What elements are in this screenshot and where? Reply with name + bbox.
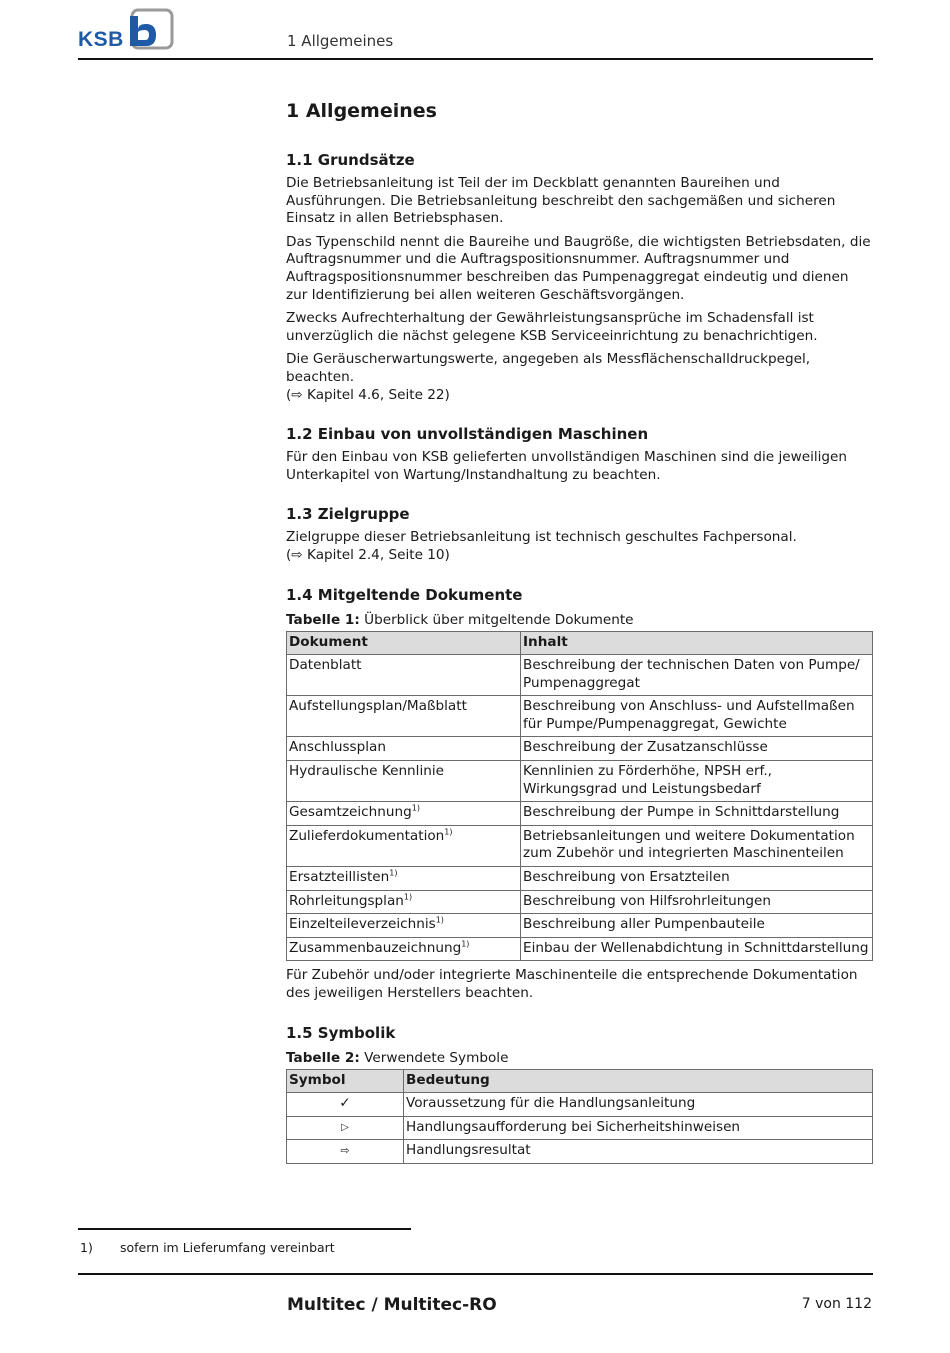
cell-content: Kennlinien zu Förderhöhe, NPSH erf., Wirkungsgrad und Leistungsbedarf — [521, 761, 873, 802]
table-row — [287, 937, 873, 961]
cell-document: Datenblatt — [287, 655, 521, 696]
table-row — [287, 890, 873, 914]
table-row — [287, 802, 873, 826]
document-name: Gesamtzeichnung — [289, 804, 412, 821]
cell-content: Beschreibung der Zusatzanschlüsse — [521, 737, 873, 761]
table-row — [287, 761, 873, 802]
table-header-row — [287, 631, 873, 655]
main-content — [286, 98, 874, 1184]
cell-meaning: Voraussetzung für die Handlungsanleitung — [404, 1093, 873, 1117]
cell-document: Anschlussplan — [287, 737, 521, 761]
table-row — [287, 696, 873, 737]
footer-rule — [78, 1273, 873, 1275]
footnote-mark: 1) — [411, 803, 420, 813]
caption-label: Tabelle 1: — [286, 611, 360, 628]
cell-content: Beschreibung aller Pumpenbauteile — [521, 914, 873, 938]
section-1-3 — [286, 504, 874, 564]
paragraph — [286, 529, 874, 564]
ksb-logo-icon — [126, 8, 174, 52]
table-row — [287, 867, 873, 891]
column-header-meaning: Bedeutung — [404, 1069, 873, 1093]
triangle-right-icon: ▷ — [287, 1116, 404, 1140]
cell-meaning: Handlungsaufforderung bei Sicherheitshinweisen — [404, 1116, 873, 1140]
cell-content: Beschreibung von Hilfsrohrleitungen — [521, 890, 873, 914]
cell-document — [287, 802, 521, 826]
logo-text: KSB — [78, 28, 124, 51]
document-name: Zulieferdokumentation — [289, 827, 445, 844]
heading-1-1: 1.1 Grundsätze — [286, 151, 415, 169]
symbols-table — [286, 1069, 873, 1164]
footnote-mark: 1) — [435, 915, 444, 925]
footnote-mark: 1) — [444, 827, 453, 837]
table-row — [287, 825, 873, 866]
ksb-logo — [78, 8, 176, 52]
table-row — [287, 914, 873, 938]
page-number: 7 von 112 — [801, 1296, 872, 1312]
header-section-title: 1 Allgemeines — [287, 32, 394, 50]
documents-table — [286, 631, 873, 962]
table-row — [287, 737, 873, 761]
column-header-document: Dokument — [287, 631, 521, 655]
cell-document — [287, 825, 521, 866]
cross-reference-link[interactable]: (⇨ Kapitel 4.6, Seite 22) — [286, 386, 450, 403]
document-name: Einzelteileverzeichnis — [289, 916, 436, 933]
table-2-caption — [286, 1049, 874, 1067]
document-name: Zusammenbauzeichnung — [289, 939, 462, 956]
page-title: 1 Allgemeines — [286, 100, 437, 122]
checkmark-icon: ✓ — [287, 1093, 404, 1117]
cell-content: Beschreibung von Anschluss- und Aufstellmaßen für Pumpe/Pumpenaggregat, Gewichte — [521, 696, 873, 737]
paragraph — [286, 351, 874, 404]
cell-document — [287, 937, 521, 961]
footnote-text: sofern im Lieferumfang vereinbart — [120, 1240, 335, 1255]
cell-document: Hydraulische Kennlinie — [287, 761, 521, 802]
table-header-row — [287, 1069, 873, 1093]
paragraph: Die Betriebsanleitung ist Teil der im Deckblatt genannten Baureihen und Ausführungen. Die Betriebsanleitung beschreibt den sachgemäßen und sicheren Einsatz in allen Betriebsphasen. — [286, 175, 836, 227]
document-name: Rohrleitungsplan — [289, 892, 404, 909]
cell-content: Beschreibung von Ersatzteilen — [521, 867, 873, 891]
paragraph: Für den Einbau von KSB gelieferten unvollständigen Maschinen sind die jeweiligen Unterkapitel von Wartung/Instandhaltung zu beachten. — [286, 449, 848, 483]
paragraph: Zwecks Aufrechterhaltung der Gewährleistungsansprüche im Schadensfall ist unverzüglich die nächst gelegene KSB Serviceeinrichtung zu benachrichtigen. — [286, 310, 818, 344]
footnote-number: 1) — [80, 1240, 93, 1255]
section-1-5 — [286, 1023, 874, 1164]
cell-document — [287, 867, 521, 891]
paragraph: Das Typenschild nennt die Baureihe und Baugröße, die wichtigsten Betriebsdaten, die Auftragsnummer und die Auftragspositionsnummer. Auftragsnummer und Auftragspositionsnummer beschreiben das Pumpenaggregat eindeutig und dienen zur Identifizierung bei allen weiteren Geschäftsvorgängen. — [286, 233, 871, 303]
footnote-rule — [78, 1228, 411, 1230]
table-row — [287, 1116, 873, 1140]
paragraph-text: Die Geräuscherwartungswerte, angegeben als Messflächenschalldruckpegel, beachten. — [286, 351, 811, 385]
paragraph: Für Zubehör und/oder integrierte Maschinenteile die entsprechende Dokumentation des jeweiligen Herstellers beachten. — [286, 967, 858, 1001]
header-rule — [78, 58, 873, 60]
cell-content: Beschreibung der Pumpe in Schnittdarstellung — [521, 802, 873, 826]
table-row — [287, 1140, 873, 1164]
cell-document: Aufstellungsplan/Maßblatt — [287, 696, 521, 737]
cell-content: Betriebsanleitungen und weitere Dokumentation zum Zubehör und integrierten Maschinenteilen — [521, 825, 873, 866]
heading-1-3: 1.3 Zielgruppe — [286, 505, 410, 524]
cross-reference-link[interactable]: (⇨ Kapitel 2.4, Seite 10) — [286, 546, 450, 563]
heading-1-5: 1.5 Symbolik — [286, 1023, 396, 1042]
footnote-mark: 1) — [403, 892, 413, 902]
heading-1-4: 1.4 Mitgeltende Dokumente — [286, 585, 523, 604]
cell-content: Beschreibung der technischen Daten von Pumpe/ Pumpenaggregat — [521, 655, 873, 696]
cell-content: Einbau der Wellenabdichtung in Schnittdarstellung — [521, 937, 873, 961]
table-row — [287, 655, 873, 696]
document-name: Ersatzteillisten — [289, 869, 390, 886]
section-1-2 — [286, 424, 874, 484]
table-row — [287, 1093, 873, 1117]
column-header-content: Inhalt — [521, 631, 873, 655]
table-1-caption — [286, 611, 874, 629]
section-1-4 — [286, 585, 874, 1003]
footnote-mark: 1) — [389, 868, 398, 878]
column-header-symbol: Symbol — [287, 1069, 404, 1093]
arrow-right-icon: ⇨ — [287, 1140, 404, 1164]
caption-text: Überblick über mitgeltende Dokumente — [359, 611, 634, 628]
paragraph-text: Zielgruppe dieser Betriebsanleitung ist technisch geschultes Fachpersonal. — [286, 529, 797, 546]
heading-1-2: 1.2 Einbau von unvollständigen Maschinen — [286, 425, 649, 444]
footer-product-title: Multitec / Multitec-RO — [287, 1295, 497, 1315]
footnote-mark: 1) — [461, 939, 470, 949]
section-1-1 — [286, 150, 874, 404]
cell-document — [287, 914, 521, 938]
caption-text: Verwendete Symbole — [359, 1049, 509, 1066]
cell-meaning: Handlungsresultat — [404, 1140, 873, 1164]
caption-label: Tabelle 2: — [286, 1049, 360, 1066]
cell-document — [287, 890, 521, 914]
